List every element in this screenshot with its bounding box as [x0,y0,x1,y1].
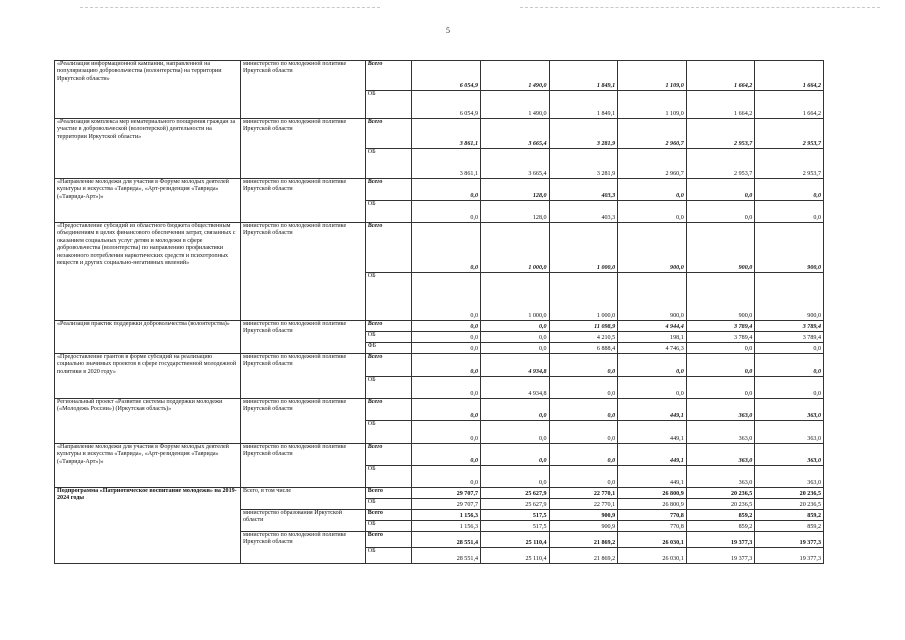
funding-source-cell: Всего [365,223,412,273]
amount-cell-y2023: 19 377,3 [686,548,755,564]
amount-cell-y2023: 363,0 [686,399,755,421]
budget-table-body [55,61,824,564]
funding-source-cell: ОБ [365,332,412,343]
executor-cell: министерство по молодежной политике Иркутской области [241,444,366,488]
table-row [55,354,824,377]
amount-cell-y2024: 0,0 [755,377,824,399]
funding-source-cell: Всего [365,179,412,201]
amount-cell-y2022: 449,1 [618,466,687,488]
amount-cell-y2022: 0,0 [618,354,687,377]
amount-cell-y2023: 19 377,3 [686,532,755,548]
amount-cell-y2024: 0,0 [755,201,824,223]
table-row [55,321,824,332]
amount-cell-y2023: 3 789,4 [686,332,755,343]
executor-cell: министерство по молодежной политике Иркутской области [241,532,366,564]
amount-cell-y2022: 4 746,3 [618,343,687,354]
amount-cell-y2019: 0,0 [412,273,481,321]
amount-cell-y2022: 770,8 [618,521,687,532]
amount-cell-y2023: 3 789,4 [686,321,755,332]
amount-cell-y2019: 0,0 [412,343,481,354]
amount-cell-y2023: 0,0 [686,179,755,201]
amount-cell-y2021: 900,9 [549,510,618,521]
amount-cell-y2024: 19 377,3 [755,548,824,564]
amount-cell-y2022: 1 109,0 [618,91,687,119]
amount-cell-y2019: 0,0 [412,179,481,201]
amount-cell-y2024: 900,0 [755,223,824,273]
measure-name-cell: «Реализация информационной кампании, направленной на популяризацию добровольчества (волонтерства) на территории Иркутской области» [55,61,241,119]
amount-cell-y2020: 0,0 [481,466,550,488]
funding-source-cell: ОБ [365,149,412,179]
table-row [55,444,824,466]
amount-cell-y2021: 1 849,1 [549,61,618,91]
amount-cell-y2020: 25 110,4 [481,548,550,564]
measure-name-cell: Подпрограмма «Патриотическое воспитание молодежи» на 2019-2024 годы [55,488,241,564]
executor-cell: министерство по молодежной политике Иркутской области [241,354,366,399]
measure-name-cell: Региональный проект «Развитие системы поддержки молодежи («Молодежь России») (Иркутская область)» [55,399,241,444]
amount-cell-y2019: 1 156,3 [412,521,481,532]
amount-cell-y2020: 128,0 [481,201,550,223]
amount-cell-y2023: 363,0 [686,421,755,444]
amount-cell-y2021: 22 770,1 [549,499,618,510]
amount-cell-y2022: 449,1 [618,421,687,444]
amount-cell-y2023: 2 953,7 [686,149,755,179]
amount-cell-y2023: 900,0 [686,223,755,273]
measure-name-cell: «Направление молодежи для участия в Форуме молодых деятелей культуры и искусства «Таврида», «Арт-резиденция «Таврида» («Таврида-Арт»)» [55,179,241,223]
executor-cell: Всего, в том числе [241,488,366,510]
amount-cell-y2022: 0,0 [618,201,687,223]
amount-cell-y2022: 198,1 [618,332,687,343]
amount-cell-y2023: 900,0 [686,273,755,321]
funding-source-cell: ОБ [365,548,412,564]
amount-cell-y2020: 25 110,4 [481,532,550,548]
amount-cell-y2021: 21 869,2 [549,532,618,548]
table-row [55,179,824,201]
executor-cell: министерство по молодежной политике Иркутской области [241,223,366,321]
amount-cell-y2019: 6 054,9 [412,91,481,119]
amount-cell-y2021: 21 869,2 [549,548,618,564]
measure-name-cell: «Предоставление субсидий из областного бюджета общественным объединениям в целях финансового обеспечения затрат, связанных с оказанием социальных услуг детям и молодежи в сфере добровольчества (волонтерства) по направлению профилактики незаконного потребления наркотических средств и психотропных веществ и других социально-негативных явлений» [55,223,241,321]
amount-cell-y2019: 1 156,3 [412,510,481,521]
amount-cell-y2020: 1 490,0 [481,91,550,119]
table-row [55,399,824,421]
funding-source-cell: ОБ [365,377,412,399]
table-row [55,119,824,149]
funding-source-cell: Всего [365,119,412,149]
amount-cell-y2023: 2 953,7 [686,119,755,149]
amount-cell-y2024: 1 664,2 [755,91,824,119]
funding-source-cell: ОБ [365,421,412,444]
amount-cell-y2024: 19 377,3 [755,532,824,548]
funding-source-cell: Всего [365,321,412,332]
table-row [55,223,824,273]
funding-source-cell: Всего [365,61,412,91]
amount-cell-y2023: 363,0 [686,444,755,466]
page-number: 5 [446,26,450,35]
amount-cell-y2019: 0,0 [412,354,481,377]
table-row [55,488,824,499]
amount-cell-y2021: 3 281,9 [549,119,618,149]
amount-cell-y2022: 0,0 [618,179,687,201]
funding-source-cell: Всего [365,532,412,548]
amount-cell-y2022: 4 944,4 [618,321,687,332]
amount-cell-y2022: 449,1 [618,444,687,466]
amount-cell-y2021: 0,0 [549,399,618,421]
funding-source-cell: Всего [365,510,412,521]
amount-cell-y2020: 517,5 [481,521,550,532]
amount-cell-y2019: 0,0 [412,223,481,273]
amount-cell-y2020: 0,0 [481,321,550,332]
amount-cell-y2020: 25 627,9 [481,499,550,510]
amount-cell-y2021: 3 281,9 [549,149,618,179]
amount-cell-y2023: 1 664,2 [686,91,755,119]
funding-source-cell: ОБ [365,91,412,119]
amount-cell-y2019: 0,0 [412,466,481,488]
amount-cell-y2024: 3 789,4 [755,332,824,343]
amount-cell-y2020: 1 490,0 [481,61,550,91]
amount-cell-y2022: 0,0 [618,377,687,399]
amount-cell-y2019: 29 707,7 [412,499,481,510]
amount-cell-y2023: 859,2 [686,521,755,532]
amount-cell-y2020: 0,0 [481,343,550,354]
amount-cell-y2019: 29 707,7 [412,488,481,499]
amount-cell-y2024: 0,0 [755,179,824,201]
amount-cell-y2019: 0,0 [412,444,481,466]
amount-cell-y2021: 1 000,0 [549,273,618,321]
executor-cell: министерство по молодежной политике Иркутской области [241,61,366,119]
amount-cell-y2020: 0,0 [481,332,550,343]
amount-cell-y2021: 900,9 [549,521,618,532]
amount-cell-y2022: 2 960,7 [618,119,687,149]
amount-cell-y2019: 3 861,1 [412,119,481,149]
executor-cell: министерство по молодежной политике Иркутской области [241,179,366,223]
amount-cell-y2020: 517,5 [481,510,550,521]
amount-cell-y2024: 20 236,5 [755,488,824,499]
amount-cell-y2023: 20 236,5 [686,499,755,510]
amount-cell-y2023: 859,2 [686,510,755,521]
amount-cell-y2019: 0,0 [412,332,481,343]
amount-cell-y2020: 4 934,8 [481,377,550,399]
measure-name-cell: «Реализация практик поддержки добровольчества (волонтерства)» [55,321,241,354]
amount-cell-y2019: 0,0 [412,377,481,399]
amount-cell-y2024: 2 953,7 [755,149,824,179]
amount-cell-y2022: 900,0 [618,273,687,321]
amount-cell-y2021: 0,0 [549,466,618,488]
amount-cell-y2019: 3 861,1 [412,149,481,179]
amount-cell-y2019: 0,0 [412,399,481,421]
funding-source-cell: ОБ [365,521,412,532]
amount-cell-y2024: 363,0 [755,466,824,488]
amount-cell-y2024: 0,0 [755,354,824,377]
amount-cell-y2021: 11 098,9 [549,321,618,332]
amount-cell-y2020: 0,0 [481,444,550,466]
amount-cell-y2023: 1 664,2 [686,61,755,91]
amount-cell-y2023: 363,0 [686,466,755,488]
amount-cell-y2022: 900,0 [618,223,687,273]
amount-cell-y2019: 0,0 [412,421,481,444]
amount-cell-y2024: 363,0 [755,399,824,421]
amount-cell-y2024: 859,2 [755,521,824,532]
amount-cell-y2023: 0,0 [686,354,755,377]
amount-cell-y2021: 0,0 [549,444,618,466]
measure-name-cell: «Направление молодежи для участия в Форуме молодых деятелей культуры и искусства «Таврида», «Арт-резиденция «Таврида» («Таврида-Арт»)» [55,444,241,488]
amount-cell-y2024: 0,0 [755,343,824,354]
amount-cell-y2021: 1 000,0 [549,223,618,273]
funding-source-cell: Всего [365,488,412,499]
funding-source-cell: Всего [365,354,412,377]
amount-cell-y2021: 6 888,4 [549,343,618,354]
amount-cell-y2022: 26 030,1 [618,548,687,564]
amount-cell-y2024: 363,0 [755,421,824,444]
amount-cell-y2021: 4 210,5 [549,332,618,343]
funding-source-cell: ФБ [365,343,412,354]
executor-cell: министерство по молодежной политике Иркутской области [241,321,366,354]
amount-cell-y2020: 128,0 [481,179,550,201]
amount-cell-y2021: 1 849,1 [549,91,618,119]
amount-cell-y2019: 0,0 [412,321,481,332]
amount-cell-y2019: 28 551,4 [412,532,481,548]
amount-cell-y2023: 0,0 [686,201,755,223]
amount-cell-y2022: 26 030,1 [618,532,687,548]
measure-name-cell: «Реализация комплекса мер нематериального поощрения граждан за участие в добровольческой (волонтерской) деятельности на территории Иркутской области» [55,119,241,179]
amount-cell-y2020: 1 000,0 [481,273,550,321]
amount-cell-y2023: 20 236,5 [686,488,755,499]
amount-cell-y2022: 26 800,9 [618,499,687,510]
amount-cell-y2020: 0,0 [481,399,550,421]
amount-cell-y2023: 0,0 [686,343,755,354]
amount-cell-y2021: 22 770,1 [549,488,618,499]
amount-cell-y2024: 363,0 [755,444,824,466]
amount-cell-y2021: 0,0 [549,354,618,377]
executor-cell: министерство образования Иркутской области [241,510,366,532]
amount-cell-y2020: 25 627,9 [481,488,550,499]
amount-cell-y2024: 1 664,2 [755,61,824,91]
amount-cell-y2024: 3 789,4 [755,321,824,332]
amount-cell-y2023: 0,0 [686,377,755,399]
funding-source-cell: ОБ [365,499,412,510]
funding-source-cell: ОБ [365,273,412,321]
amount-cell-y2019: 6 054,9 [412,61,481,91]
amount-cell-y2020: 3 665,4 [481,119,550,149]
funding-source-cell: Всего [365,399,412,421]
budget-table [54,60,824,564]
amount-cell-y2019: 28 551,4 [412,548,481,564]
scan-edge-marks [0,0,905,14]
amount-cell-y2021: 403,3 [549,201,618,223]
amount-cell-y2022: 2 960,7 [618,149,687,179]
amount-cell-y2022: 449,1 [618,399,687,421]
amount-cell-y2020: 3 665,4 [481,149,550,179]
amount-cell-y2022: 770,8 [618,510,687,521]
amount-cell-y2019: 0,0 [412,201,481,223]
amount-cell-y2022: 1 109,0 [618,61,687,91]
amount-cell-y2020: 1 000,0 [481,223,550,273]
amount-cell-y2021: 0,0 [549,421,618,444]
amount-cell-y2024: 859,2 [755,510,824,521]
amount-cell-y2021: 0,0 [549,377,618,399]
amount-cell-y2024: 900,0 [755,273,824,321]
amount-cell-y2022: 26 800,9 [618,488,687,499]
amount-cell-y2020: 0,0 [481,421,550,444]
amount-cell-y2024: 2 953,7 [755,119,824,149]
table-row [55,61,824,91]
executor-cell: министерство по молодежной политике Иркутской области [241,119,366,179]
amount-cell-y2021: 403,3 [549,179,618,201]
amount-cell-y2024: 20 236,5 [755,499,824,510]
amount-cell-y2020: 4 934,8 [481,354,550,377]
funding-source-cell: ОБ [365,201,412,223]
executor-cell: министерство по молодежной политике Иркутской области [241,399,366,444]
measure-name-cell: «Предоставление грантов в форме субсидий на реализацию социально значимых проектов в сфере государственной молодежной политики в 2020 году» [55,354,241,399]
funding-source-cell: Всего [365,444,412,466]
funding-source-cell: ОБ [365,466,412,488]
